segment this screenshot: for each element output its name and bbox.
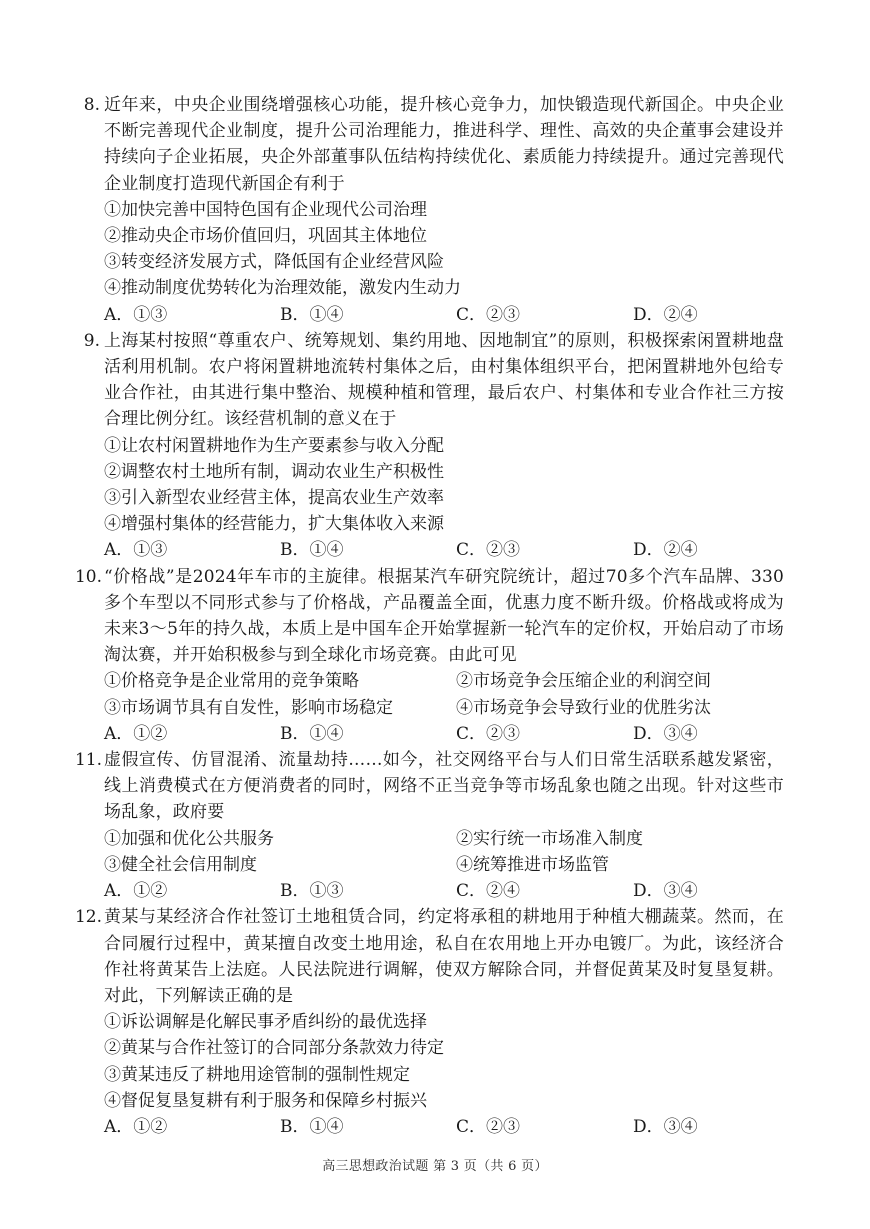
statement-list [104,826,784,878]
statement-item: ④督促复垦复耕有利于服务和保障乡村振兴 [104,1090,427,1111]
answer-choices [104,537,784,563]
page-footer: 高三思想政治试题 第 3 页（共 6 页） [322,1159,548,1174]
choice-d[interactable]: D．③④ [633,723,698,744]
statement-list [104,1009,784,1114]
question-10 [74,564,784,747]
statement-item: ①加强和优化公共服务 [104,828,274,849]
question-12 [74,904,784,1140]
choice-a[interactable]: A．①③ [104,540,168,561]
question-number: 10. [74,566,102,587]
statement-item: ④统筹推进市场监管 [456,854,609,875]
choice-a[interactable]: A．①② [104,1116,168,1137]
choice-d[interactable]: D．②④ [633,304,698,325]
choice-a[interactable]: A．①② [104,881,168,902]
statement-item: ①让农村闲置耕地作为生产要素参与收入分配 [104,435,444,456]
statement-item: ①加快完善中国特色国有企业现代公司治理 [104,199,427,220]
choice-b[interactable]: B．①④ [280,304,344,325]
statement-list [104,668,784,720]
statement-item: ③市场调节具有自发性，影响市场稳定 [104,697,393,718]
question-stem: 虚假宣传、仿冒混淆、流量劫持……如今，社交网络平台与人们日常生活联系越发紧密，线上消费模式在方便消费者的同时，网络不正当竞争等市场乱象也随之出现。针对这些市场乱象，政府要 [104,750,784,823]
answer-choices [104,878,784,904]
statement-item: ②市场竞争会压缩企业的利润空间 [456,671,711,692]
question-number: 8. [83,95,100,115]
choice-c[interactable]: C．②③ [456,540,521,561]
statement-list [104,197,784,302]
choice-b[interactable]: B．①④ [280,1116,344,1137]
statement-item: ①诉讼调解是化解民事矛盾纠纷的最优选择 [104,1012,427,1033]
choice-c[interactable]: C．②③ [456,723,521,744]
choice-a[interactable]: A．①② [104,723,168,744]
question-stem: “价格战”是2024年车市的主旋律。根据某汽车研究院统计，超过70多个汽车品牌、330多个车型以不同形式参与了价格战，产品覆盖全面，优惠力度不断升级。价格战或将成为未来3～5年的持久战，本质上是中国车企开始掌握新一轮汽车的定价权，开始启动了市场淘汰赛，并开始积极参与到全球化市场竞赛。由此可见 [104,566,784,666]
statement-list [104,433,784,538]
statement-item: ①价格竞争是企业常用的竞争策略 [104,671,359,692]
answer-choices [104,302,784,328]
statement-item: ③转变经济发展方式，降低国有企业经营风险 [104,252,444,273]
choice-b[interactable]: B．①④ [280,540,344,561]
choice-c[interactable]: C．②③ [456,304,521,325]
choice-c[interactable]: C．②④ [456,881,521,902]
answer-choices [104,721,784,747]
statement-item: ③黄某违反了耕地用途管制的强制性规定 [104,1064,410,1085]
statement-item: ②黄某与合作社签订的合同部分条款效力待定 [104,1038,444,1059]
question-9 [83,328,784,564]
choice-d[interactable]: D．③④ [633,1116,698,1137]
statement-item: ④推动制度优势转化为治理效能，激发内生动力 [104,278,461,299]
choice-a[interactable]: A．①③ [104,304,168,325]
statement-item: ②实行统一市场准入制度 [456,828,643,849]
statement-item: ③引入新型农业经营主体，提高农业生产效率 [104,488,444,509]
question-number: 11. [74,750,102,771]
statement-item: ④增强村集体的经营能力，扩大集体收入来源 [104,514,444,535]
choice-d[interactable]: D．②④ [633,540,698,561]
choice-b[interactable]: B．①③ [280,881,344,902]
statement-item: ④市场竞争会导致行业的优胜劣汰 [456,697,711,718]
answer-choices [104,1114,784,1140]
question-list [74,92,784,1140]
question-11 [74,747,784,904]
question-number: 9. [83,330,100,351]
choice-c[interactable]: C．②③ [456,1116,521,1137]
statement-item: ②调整农村土地所有制，调动农业生产积极性 [104,461,444,482]
statement-item: ③健全社会信用制度 [104,854,257,875]
choice-b[interactable]: B．①④ [280,723,344,744]
question-number: 12. [74,907,102,928]
question-stem: 上海某村按照“尊重农户、统筹规划、集约用地、因地制宜”的原则，积极探索闲置耕地盘活利用机制。农户将闲置耕地流转村集体之后，由村集体组织平台，把闲置耕地外包给专业合作社，由其进行集中整治、规模种植和管理，最后农户、村集体和专业合作社三方按合理比例分红。该经营机制的意义在于 [104,330,784,430]
question-stem: 近年来，中央企业围绕增强核心功能，提升核心竞争力，加快锻造现代新国企。中央企业不断完善现代企业制度，提升公司治理能力，推进科学、理性、高效的央企董事会建设并持续向子企业拓展，央企外部董事队伍结构持续优化、素质能力持续提升。通过完善现代企业制度打造现代新国企有利于 [104,95,784,194]
choice-d[interactable]: D．③④ [633,881,698,902]
question-stem: 黄某与某经济合作社签订土地租赁合同，约定将承租的耕地用于种植大棚蔬菜。然而，在合同履行过程中，黄某擅自改变土地用途，私自在农用地上开办电镀厂。为此，该经济合作社将黄某告上法庭。人民法院进行调解，使双方解除合同，并督促黄某及时复垦复耕。对此，下列解读正确的是 [104,907,784,1006]
statement-item: ②推动央企市场价值回归，巩固其主体地位 [104,226,427,247]
question-8 [83,92,784,328]
